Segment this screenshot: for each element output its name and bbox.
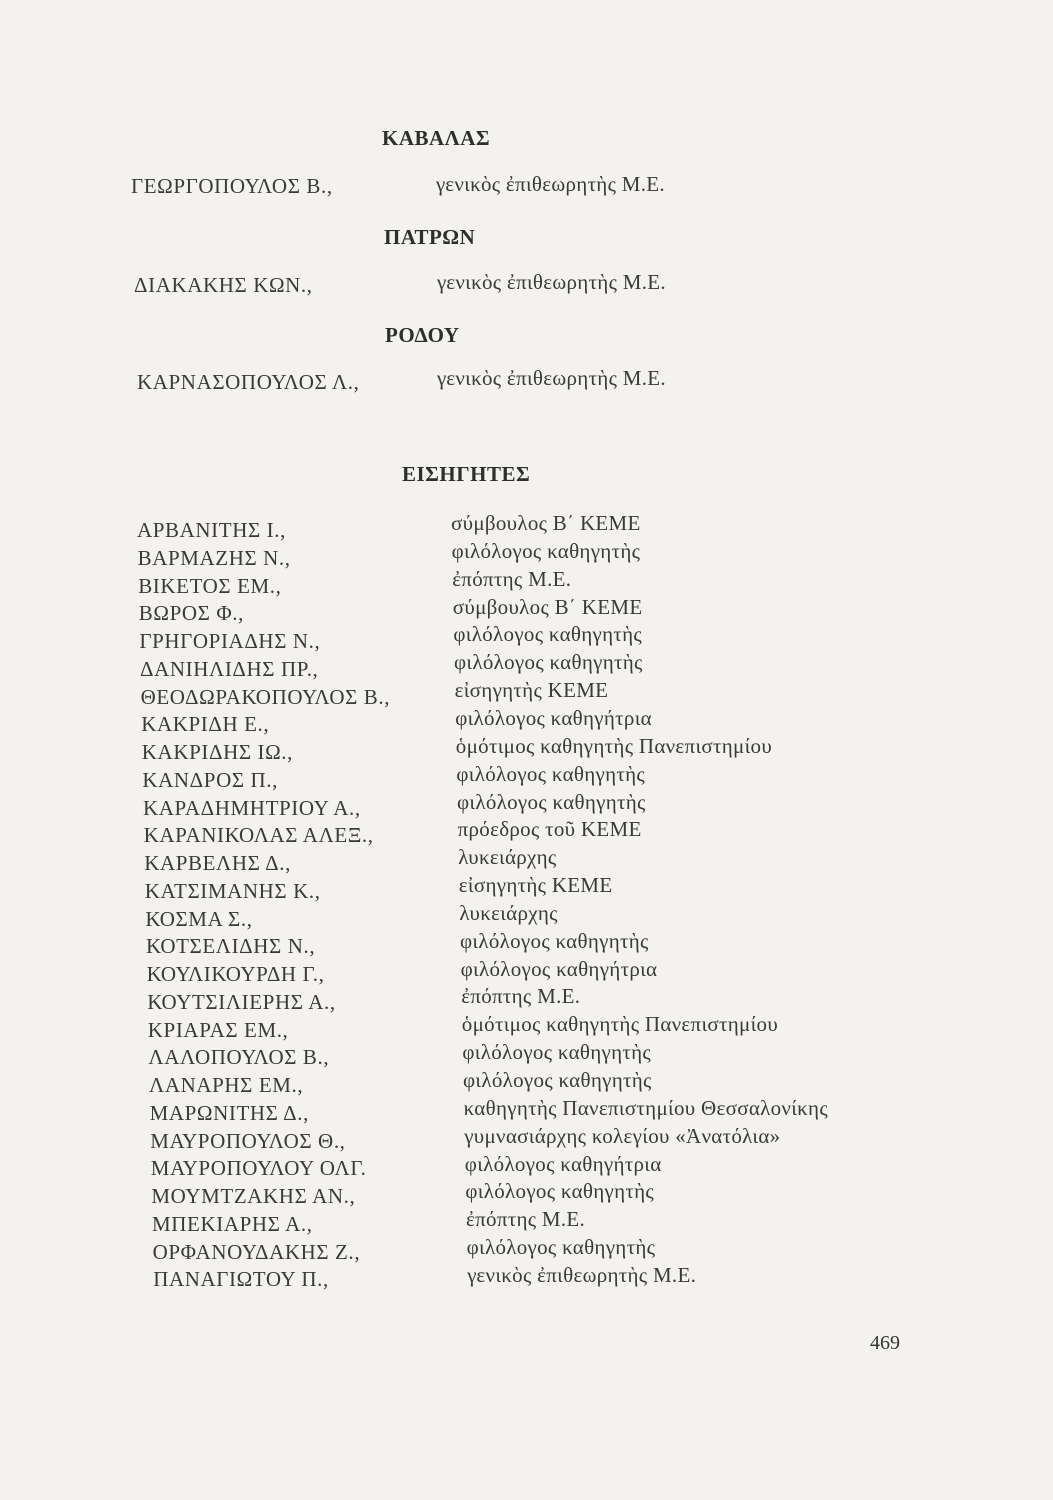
rapporteur-role: ἐπόπτης Μ.Ε. [461,984,581,1009]
rapporteur-name: ΒΑΡΜΑΖΗΣ Ν., [137,545,291,570]
rapporteur-role: φιλόλογος καθηγητὴς [466,1235,656,1260]
rapporteur-role: φιλόλογος καθηγητὴς [465,1179,655,1204]
rapporteur-name: ΠΑΝΑΓΙΩΤΟΥ Π., [153,1267,329,1292]
rapporteur-role: φιλόλογος καθηγήτρια [455,705,652,730]
rapporteur-name: ΚΑΡΑΝΙΚΟΛΑΣ ΑΛΕΞ., [143,823,374,848]
rapporteur-name: ΛΑΛΟΠΟΥΛΟΣ Β., [148,1045,330,1070]
rapporteur-name: ΚΟΣΜΑ Σ., [145,906,253,931]
rapporteur-name: ΟΡΦΑΝΟΥΔΑΚΗΣ Ζ., [152,1239,361,1264]
rapporteur-role: γυμνασιάρχης κολεγίου «Ἀνατόλια» [464,1123,781,1148]
rapporteur-role: πρόεδρος τοῦ ΚΕΜΕ [457,817,642,842]
rapporteur-role: φιλόλογος καθηγητὴς [451,538,641,563]
rapporteur-name: ΓΡΗΓΟΡΙΑΔΗΣ Ν., [139,629,321,653]
rapporteur-name: ΚΑΚΡΙΔΗ Ε., [141,712,270,737]
rapporteur-name: ΚΑΡΑΔΗΜΗΤΡΙΟΥ Α., [143,795,361,820]
rapporteur-name: ΚΡΙΑΡΑΣ ΕΜ., [147,1017,289,1042]
rapporteur-name: ΜΑΥΡΟΠΟΥΛΟΣ Θ., [150,1128,346,1153]
rapporteur-name: ΜΑΡΩΝΙΤΗΣ Δ., [149,1100,309,1125]
rapporteur-role: καθηγητὴς Πανεπιστημίου Θεσσαλονίκης [463,1095,828,1120]
rapporteur-name: ΚΟΤΣΕΛΙΔΗΣ Ν., [146,934,316,959]
section-heading-rapporteurs: ΕΙΣΗΓΗΤΕΣ [402,462,531,486]
entry-role: γενικὸς ἐπιθεωρητὴς Μ.Ε. [437,270,666,294]
page-number: 469 [870,1332,900,1354]
rapporteur-name: ΜΠΕΚΙΑΡΗΣ Α., [152,1211,313,1236]
section-heading-rodos: ΡΟΔΟΥ [385,323,460,347]
entry-name: ΚΑΡΝΑΣΟΠΟΥΛΟΣ Λ., [137,370,360,394]
entry-role: γενικὸς ἐπιθεωρητὴς Μ.Ε. [436,172,665,196]
rapporteur-name: ΚΑΝΔΡΟΣ Π., [142,767,278,792]
rapporteur-name: ΚΑΡΒΕΛΗΣ Δ., [144,851,291,875]
rapporteur-name: ΒΩΡΟΣ Φ., [138,601,244,626]
section-heading-patra: ΠΑΤΡΩΝ [384,225,476,249]
rapporteur-role: φιλόλογος καθηγήτρια [460,956,658,981]
rapporteur-name: ΜΑΥΡΟΠΟΥΛΟΥ ΟΛΓ. [150,1156,367,1181]
rapporteur-role: ὁμότιμος καθηγητὴς Πανεπιστημίου [455,733,773,758]
rapporteur-role: φιλόλογος καθηγητὴς [463,1068,652,1092]
rapporteur-name: ΚΑΤΣΙΜΑΝΗΣ Κ., [144,878,321,903]
rapporteur-name: ΘΕΟΔΩΡΑΚΟΠΟΥΛΟΣ Β., [140,684,391,709]
rapporteur-name: ΚΟΥΛΙΚΟΥΡΔΗ Γ., [146,962,325,986]
rapporteur-role: εἰσηγητὴς ΚΕΜΕ [454,678,609,703]
rapporteur-role: φιλόλογος καθηγήτρια [464,1151,662,1176]
rapporteur-role: λυκειάρχης [458,845,557,870]
entry-role: γενικὸς ἐπιθεωρητὴς Μ.Ε. [437,366,666,390]
rapporteur-role: λυκειάρχης [459,900,558,925]
rapporteur-role: φιλόλογος καθηγητὴς [457,789,646,814]
rapporteur-role: ἐπόπτης Μ.Ε. [452,566,572,591]
rapporteur-role: σύμβουλος Β΄ ΚΕΜΕ [451,511,641,535]
rapporteur-role: φιλόλογος καθηγητὴς [454,650,643,675]
rapporteur-role: φιλόλογος καθηγητὴς [462,1040,652,1065]
entry-name: ΓΕΩΡΓΟΠΟΥΛΟΣ Β., [131,174,333,198]
rapporteur-role: ὁμότιμος καθηγητὴς Πανεπιστημίου [461,1012,779,1037]
rapporteur-role: φιλόλογος καθηγητὴς [460,928,649,953]
rapporteur-name: ΔΑΝΙΗΛΙΔΗΣ ΠΡ., [140,656,319,681]
rapporteur-role: φιλόλογος καθηγητὴς [453,622,643,647]
rapporteur-name: ΒΙΚΕΤΟΣ ΕΜ., [138,573,282,598]
rapporteur-role: εἰσηγητὴς ΚΕΜΕ [458,873,613,898]
rapporteur-name: ΚΟΥΤΣΙΛΙΕΡΗΣ Α., [147,989,336,1014]
rapporteur-name: ΜΟΥΜΤΖΑΚΗΣ ΑΝ., [151,1184,356,1208]
rapporteur-role: ἐπόπτης Μ.Ε. [466,1207,586,1232]
rapporteur-role: γενικὸς ἐπιθεωρητὴς Μ.Ε. [467,1262,697,1287]
entry-name: ΔΙΑΚΑΚΗΣ ΚΩΝ., [134,273,313,297]
rapporteur-role: σύμβουλος Β΄ ΚΕΜΕ [452,594,643,619]
rapporteur-name: ΚΑΚΡΙΔΗΣ ΙΩ., [141,740,294,764]
rapporteur-role: φιλόλογος καθηγητὴς [456,761,646,786]
section-heading-kavala: ΚΑΒΑΛΑΣ [382,126,491,150]
rapporteur-name: ΛΑΝΑΡΗΣ ΕΜ., [149,1073,304,1097]
rapporteur-name: ΑΡΒΑΝΙΤΗΣ Ι., [137,518,286,542]
